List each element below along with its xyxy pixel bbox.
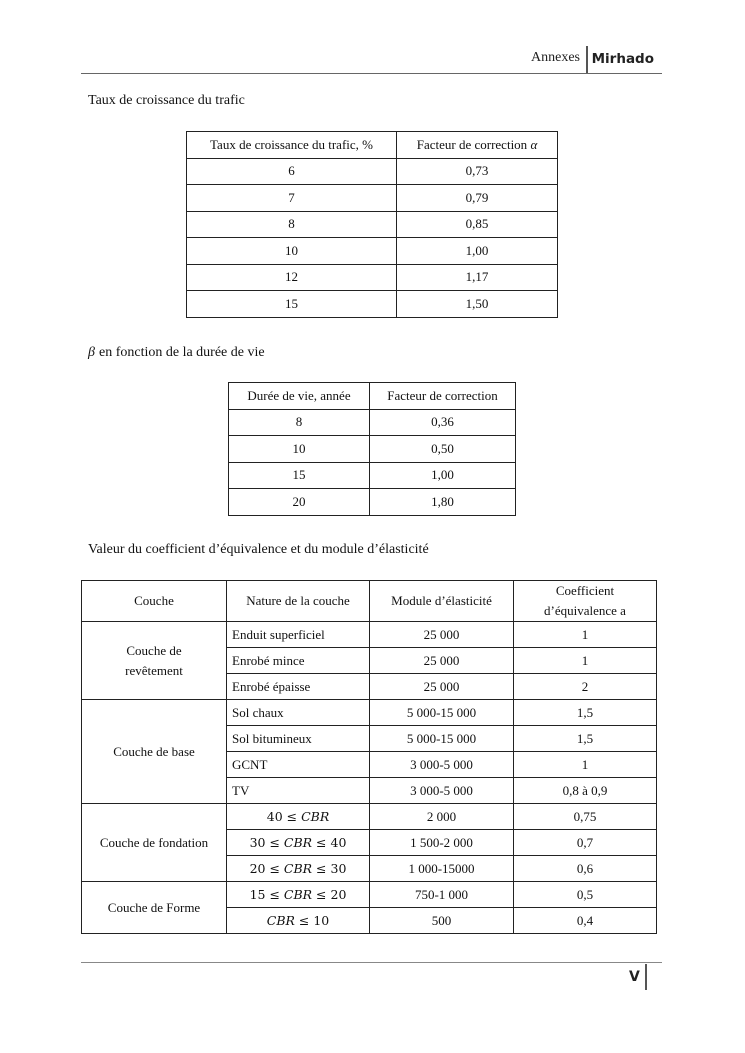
table-cell: 8 <box>187 211 397 238</box>
table-cell: 1 000-15000 <box>370 856 514 882</box>
table-cell: 1 <box>514 648 657 674</box>
equivalence-table <box>81 580 657 934</box>
table-cell: 1 <box>514 622 657 648</box>
lifetime-title: β en fonction de la durée de vie <box>88 345 265 360</box>
lifetime-col1-header: Durée de vie, année <box>229 383 370 410</box>
header-section: Annexes <box>531 50 580 65</box>
table-cell: 8 <box>229 409 370 436</box>
table-row <box>82 622 657 648</box>
table-cell: Enduit superficiel <box>227 622 370 648</box>
table-row <box>187 291 558 318</box>
header-author: Mirhado <box>591 51 654 67</box>
table-row <box>187 238 558 265</box>
table-cell: 25 000 <box>370 648 514 674</box>
table-cell: 1,80 <box>370 489 516 516</box>
table-cell: 20 <box>229 489 370 516</box>
table-cell: 5 000-15 000 <box>370 700 514 726</box>
table-cell: 7 <box>187 185 397 212</box>
layer-cell: Couche de base <box>82 700 227 804</box>
table-row <box>187 264 558 291</box>
table-cell: 0,7 <box>514 830 657 856</box>
table-cell: 10 <box>229 436 370 463</box>
footer-separator <box>645 964 647 990</box>
table-row <box>229 489 516 516</box>
alpha-symbol: α <box>530 136 538 152</box>
table-cell: 10 <box>187 238 397 265</box>
growth-col2-header: Facteur de correction α <box>397 132 558 159</box>
table-row <box>82 700 657 726</box>
table-cell: Sol chaux <box>227 700 370 726</box>
nature-header: Nature de la couche <box>227 581 370 622</box>
beta-symbol: β <box>88 345 95 360</box>
table-header-row <box>229 383 516 410</box>
equivalence-title: Valeur du coefficient d’équivalence et du module d’élasticité <box>88 542 429 557</box>
table-header-row <box>187 132 558 159</box>
table-cell: GCNT <box>227 752 370 778</box>
header-rule <box>81 73 662 74</box>
module-header: Module d’élasticité <box>370 581 514 622</box>
table-cell: 0,36 <box>370 409 516 436</box>
growth-table <box>186 131 558 318</box>
layer-cell: Couche de Forme <box>82 882 227 934</box>
table-cell: 750-1 000 <box>370 882 514 908</box>
table-cell: 0,5 <box>514 882 657 908</box>
table-cell: 1,50 <box>397 291 558 318</box>
table-cell: 2 <box>514 674 657 700</box>
table-cell: 1 <box>514 752 657 778</box>
table-cell: Enrobé mince <box>227 648 370 674</box>
table-cell: 1,00 <box>397 238 558 265</box>
table-cell: Enrobé épaisse <box>227 674 370 700</box>
layer-cell: Couche de revêtement <box>82 622 227 700</box>
table-cell: 12 <box>187 264 397 291</box>
table-cell: 3 000-5 000 <box>370 752 514 778</box>
lifetime-table <box>228 382 516 516</box>
growth-title: Taux de croissance du trafic <box>88 93 245 108</box>
table-cell: 1,00 <box>370 462 516 489</box>
table-cell: 0,8 à 0,9 <box>514 778 657 804</box>
layer-cell: Couche de fondation <box>82 804 227 882</box>
table-header-row <box>82 581 657 622</box>
table-cell: TV <box>227 778 370 804</box>
table-row <box>229 409 516 436</box>
cbr-cell: 15 ≤ CBR ≤ 20 <box>227 882 370 908</box>
layer-header: Couche <box>82 581 227 622</box>
table-cell: 0,75 <box>514 804 657 830</box>
table-cell: 2 000 <box>370 804 514 830</box>
page-header <box>81 46 662 74</box>
table-cell: 0,85 <box>397 211 558 238</box>
table-cell: 1,5 <box>514 700 657 726</box>
table-cell: 0,50 <box>370 436 516 463</box>
table-cell: 0,79 <box>397 185 558 212</box>
header-separator <box>586 46 588 74</box>
table-row <box>82 804 657 830</box>
table-cell: 6 <box>187 158 397 185</box>
growth-col1-header: Taux de croissance du trafic, % <box>187 132 397 159</box>
table-cell: 1,17 <box>397 264 558 291</box>
footer-rule <box>81 962 662 963</box>
table-cell: 1 500-2 000 <box>370 830 514 856</box>
table-row <box>187 158 558 185</box>
page-number: V <box>629 969 640 985</box>
table-cell: 0,4 <box>514 908 657 934</box>
cbr-cell: 20 ≤ CBR ≤ 30 <box>227 856 370 882</box>
table-cell: 0,73 <box>397 158 558 185</box>
table-row <box>187 185 558 212</box>
table-cell: 15 <box>229 462 370 489</box>
table-cell: 3 000-5 000 <box>370 778 514 804</box>
cbr-cell: 30 ≤ CBR ≤ 40 <box>227 830 370 856</box>
table-row <box>229 436 516 463</box>
table-row <box>187 211 558 238</box>
table-cell: 0,6 <box>514 856 657 882</box>
table-cell: 1,5 <box>514 726 657 752</box>
table-row <box>82 882 657 908</box>
table-cell: 5 000-15 000 <box>370 726 514 752</box>
table-cell: 500 <box>370 908 514 934</box>
table-cell: 25 000 <box>370 674 514 700</box>
cbr-cell: CBR ≤ 10 <box>227 908 370 934</box>
cbr-cell: 40 ≤ CBR <box>227 804 370 830</box>
table-cell: Sol bitumineux <box>227 726 370 752</box>
table-row <box>229 462 516 489</box>
coef-header: Coefficient d’équivalence a <box>514 581 657 622</box>
table-cell: 25 000 <box>370 622 514 648</box>
lifetime-col2-header: Facteur de correction <box>370 383 516 410</box>
table-cell: 15 <box>187 291 397 318</box>
